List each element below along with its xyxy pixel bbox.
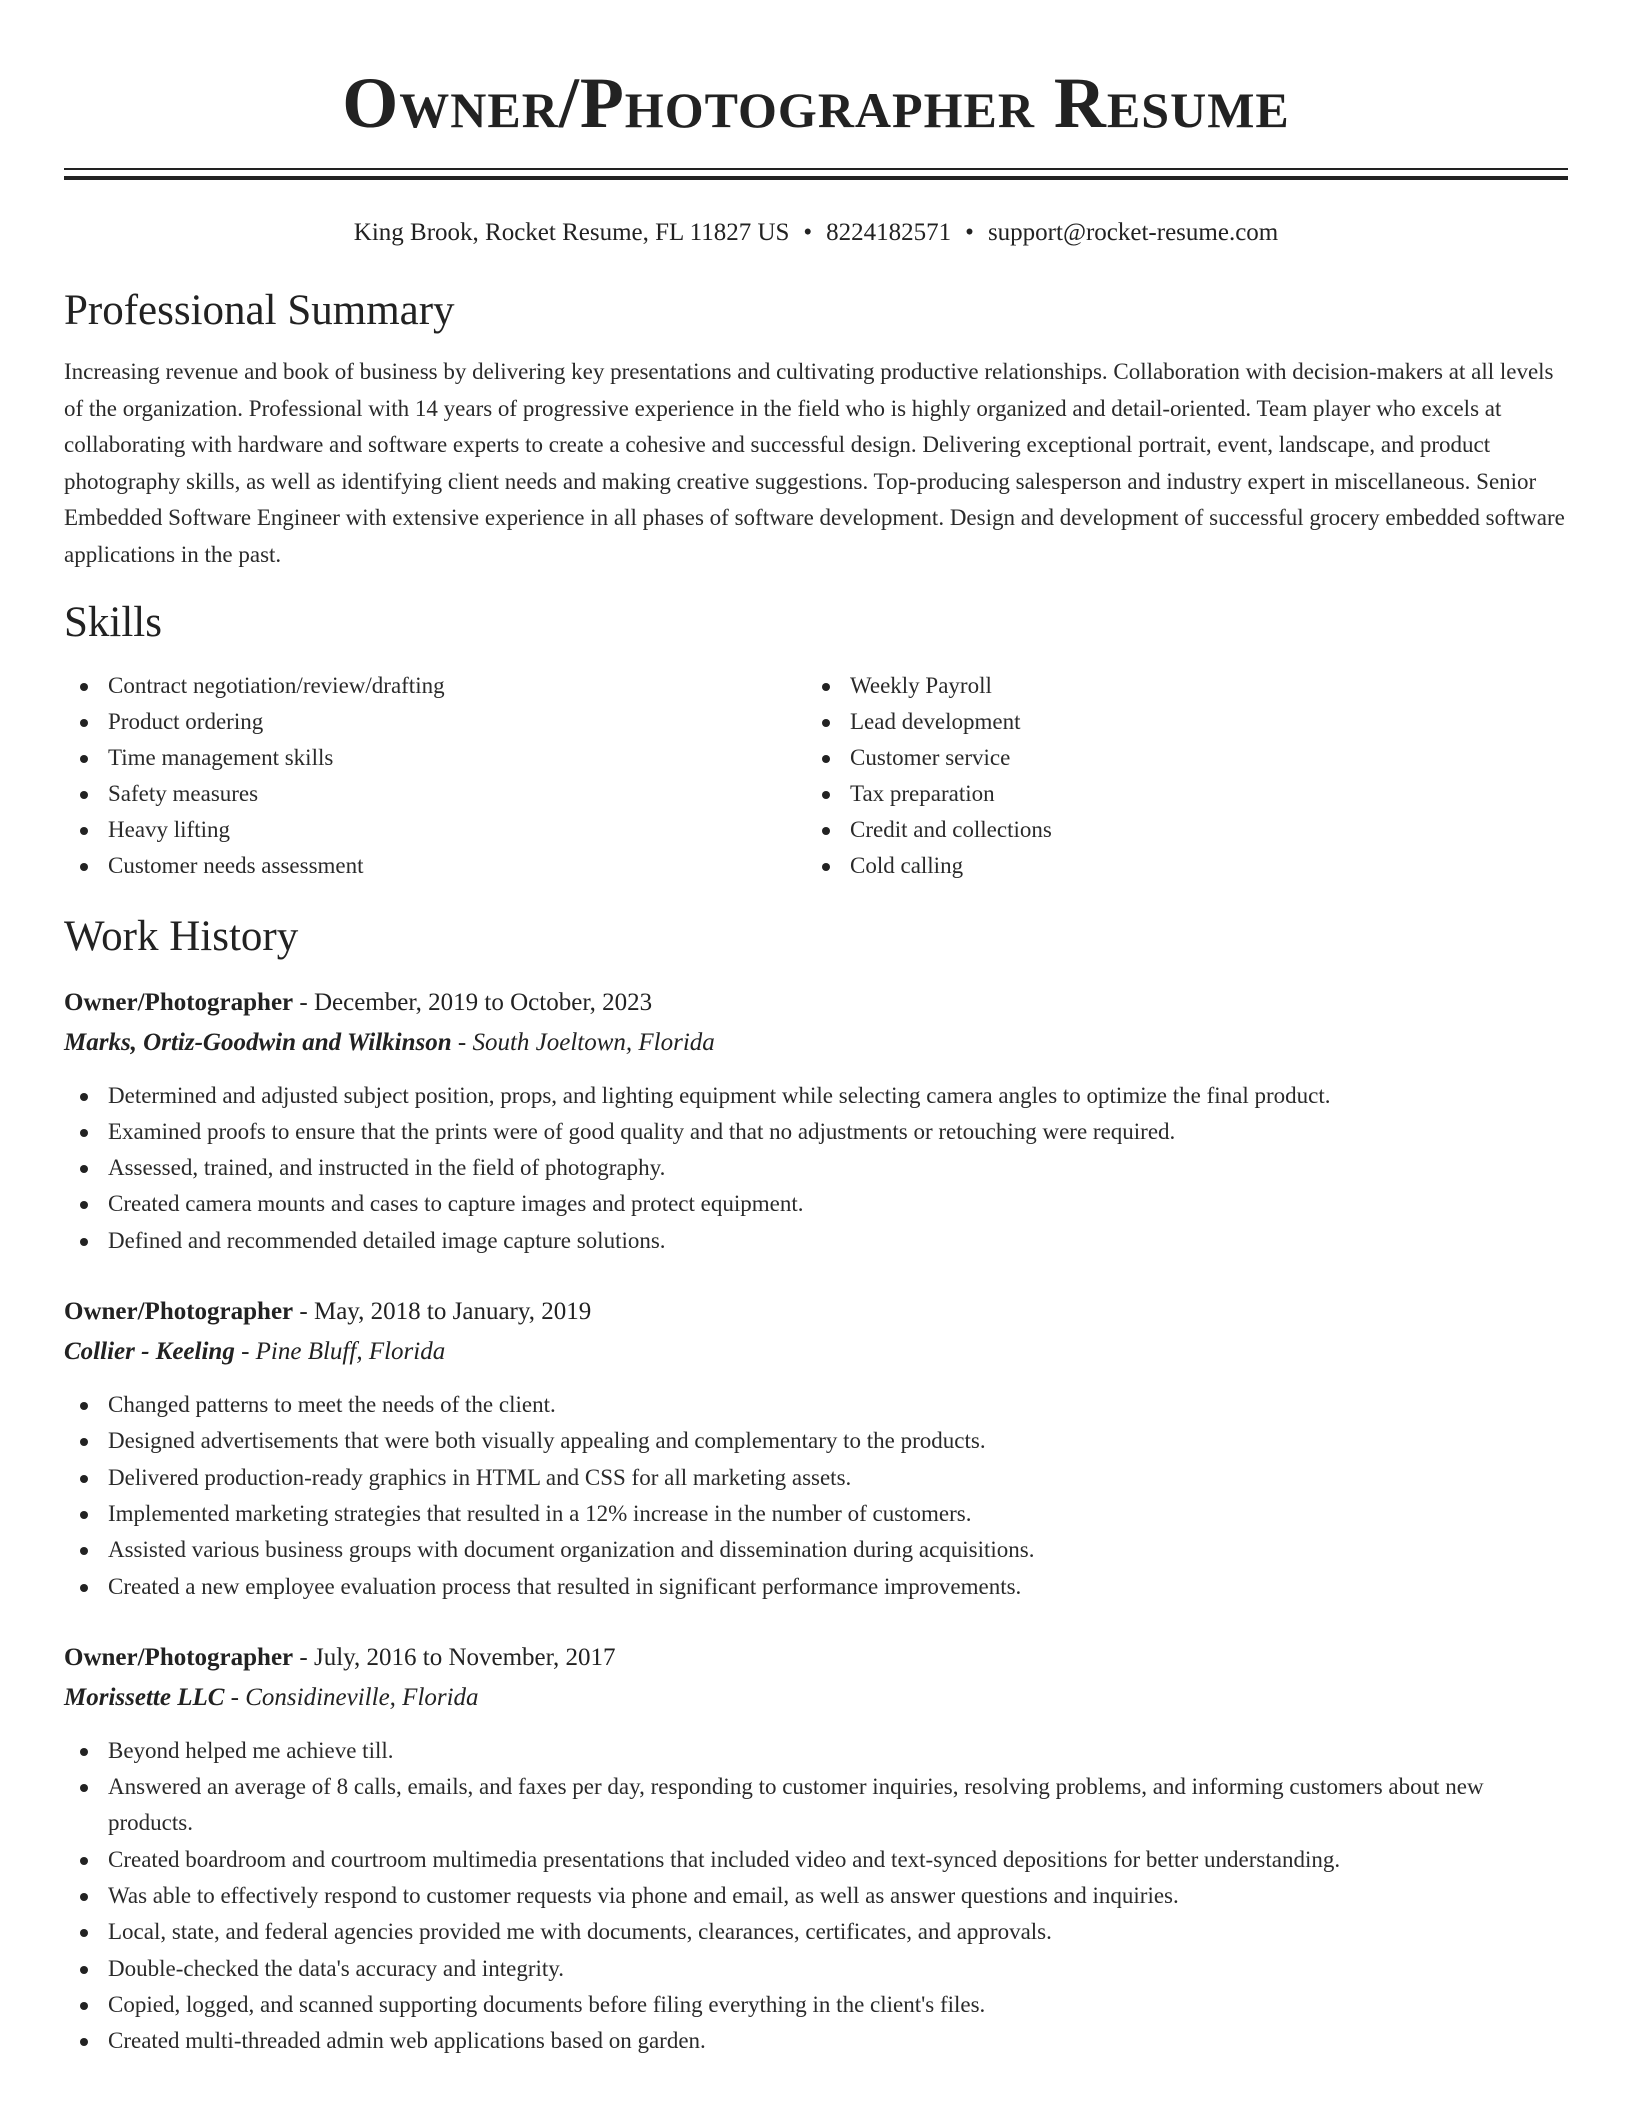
job-company-line xyxy=(64,1335,1568,1369)
contact-address: King Brook, Rocket Resume, FL 11827 US xyxy=(353,219,790,246)
job-duty: Created a new employee evaluation process that resulted in significant performance improvements. xyxy=(64,1569,1568,1605)
skill-item: Tax preparation xyxy=(806,776,1548,812)
job-company: Marks, Ortiz-Goodwin and Wilkinson xyxy=(64,1028,452,1056)
skills-column-left xyxy=(64,668,806,884)
job-role: Owner/Photographer xyxy=(64,1298,294,1326)
contact-email: support@rocket-resume.com xyxy=(987,219,1279,246)
job-location: - South Joeltown, Florida xyxy=(451,1028,715,1056)
skill-item: Heavy lifting xyxy=(64,812,806,848)
contact-phone: 8224182571 xyxy=(826,219,952,246)
divider-thin-line xyxy=(64,168,1568,170)
skills-heading: Skills xyxy=(64,598,162,646)
contact-separator: • xyxy=(965,219,974,246)
work-history-heading: Work History xyxy=(64,912,299,960)
job-duty: Changed patterns to meet the needs of the client. xyxy=(64,1387,1568,1423)
job-duties xyxy=(64,1733,1568,2060)
job-duty: Determined and adjusted subject position, props, and lighting equipment while selecting camera angles to optimize the final product. xyxy=(64,1078,1568,1114)
job-entry xyxy=(64,986,1568,1259)
skill-item: Weekly Payroll xyxy=(806,668,1548,704)
job-duty: Delivered production-ready graphics in HTML and CSS for all marketing assets. xyxy=(64,1460,1568,1496)
skill-item: Customer needs assessment xyxy=(64,848,806,884)
job-dates: - July, 2016 to November, 2017 xyxy=(293,1643,616,1671)
skill-item: Safety measures xyxy=(64,776,806,812)
job-company: Collier - Keeling xyxy=(64,1338,235,1366)
job-duty: Created boardroom and courtroom multimedia presentations that included video and text-synced depositions for better understanding. xyxy=(64,1842,1568,1878)
job-company-line xyxy=(64,1681,1568,1715)
job-company-line xyxy=(64,1026,1568,1060)
job-duty: Examined proofs to ensure that the prints were of good quality and that no adjustments or retouching were required. xyxy=(64,1114,1568,1150)
job-duty: Double-checked the data's accuracy and integrity. xyxy=(64,1951,1568,1987)
contact-separator: • xyxy=(803,219,813,246)
divider-thick-line xyxy=(64,176,1568,180)
job-duty: Assisted various business groups with document organization and dissemination during acquisitions. xyxy=(64,1532,1568,1568)
summary-heading: Professional Summary xyxy=(64,287,455,334)
job-duty: Implemented marketing strategies that resulted in a 12% increase in the number of customers. xyxy=(64,1496,1568,1532)
job-entry xyxy=(64,1641,1568,2060)
summary-text: Increasing revenue and book of business by delivering key presentations and cultivating productive relationships. Collaboration with decision-makers at all levels of the organization. Professional with 14 years of progressive experience in the field who is highly organized and detail-oriented. Team player who excels at collaborating with hardware and software experts to create a cohesive and successful design. Delivering exceptional portrait, event, landscape, and product photography skills, as well as identifying client needs and making creative suggestions. Top-producing salesperson and industry expert in miscellaneous. Senior Embedded Software Engineer with extensive experience in all phases of software development. Design and development of successful grocery embedded software applications in the past. xyxy=(64,359,1565,567)
job-location: - Pine Bluff, Florida xyxy=(234,1338,446,1366)
job-duty: Created camera mounts and cases to capture images and protect equipment. xyxy=(64,1186,1568,1222)
job-title-line xyxy=(64,986,1568,1020)
job-dates: - May, 2018 to January, 2019 xyxy=(293,1298,592,1326)
job-duty: Local, state, and federal agencies provided me with documents, clearances, certificates, and approvals. xyxy=(64,1914,1568,1950)
skill-item: Lead development xyxy=(806,704,1548,740)
job-role: Owner/Photographer xyxy=(64,1643,294,1671)
job-duty: Defined and recommended detailed image capture solutions. xyxy=(64,1223,1568,1259)
job-title-line xyxy=(64,1295,1568,1329)
job-duties xyxy=(64,1387,1568,1605)
resume-title: Owner/Photographer Resume xyxy=(342,63,1290,143)
skill-item: Time management skills xyxy=(64,740,806,776)
job-dates: - December, 2019 to October, 2023 xyxy=(293,988,653,1016)
job-duty: Was able to effectively respond to customer requests via phone and email, as well as answer questions and inquiries. xyxy=(64,1878,1568,1914)
skill-item: Credit and collections xyxy=(806,812,1548,848)
skills-list xyxy=(64,668,1568,884)
skill-item: Customer service xyxy=(806,740,1548,776)
job-duty: Copied, logged, and scanned supporting documents before filing everything in the client's files. xyxy=(64,1987,1568,2023)
job-duties xyxy=(64,1078,1568,1259)
job-duty: Created multi-threaded admin web applications based on garden. xyxy=(64,2023,1568,2059)
skill-item: Cold calling xyxy=(806,848,1548,884)
title-divider xyxy=(64,168,1568,180)
skills-column-right xyxy=(806,668,1548,884)
job-duty: Designed advertisements that were both visually appealing and complementary to the products. xyxy=(64,1423,1568,1459)
job-duty: Assessed, trained, and instructed in the field of photography. xyxy=(64,1150,1568,1186)
job-company: Morissette LLC xyxy=(64,1683,225,1711)
job-location: - Considineville, Florida xyxy=(224,1683,479,1711)
contact-line xyxy=(64,218,1568,248)
job-entry xyxy=(64,1295,1568,1605)
skill-item: Contract negotiation/review/drafting xyxy=(64,668,806,704)
skill-item: Product ordering xyxy=(64,704,806,740)
job-title-line xyxy=(64,1641,1568,1675)
job-duty: Answered an average of 8 calls, emails, and faxes per day, responding to customer inquiries, resolving problems, and informing customers about new products. xyxy=(64,1769,1568,1842)
job-duty: Beyond helped me achieve till. xyxy=(64,1733,1568,1769)
job-role: Owner/Photographer xyxy=(64,988,294,1016)
resume-page xyxy=(64,0,1568,2060)
